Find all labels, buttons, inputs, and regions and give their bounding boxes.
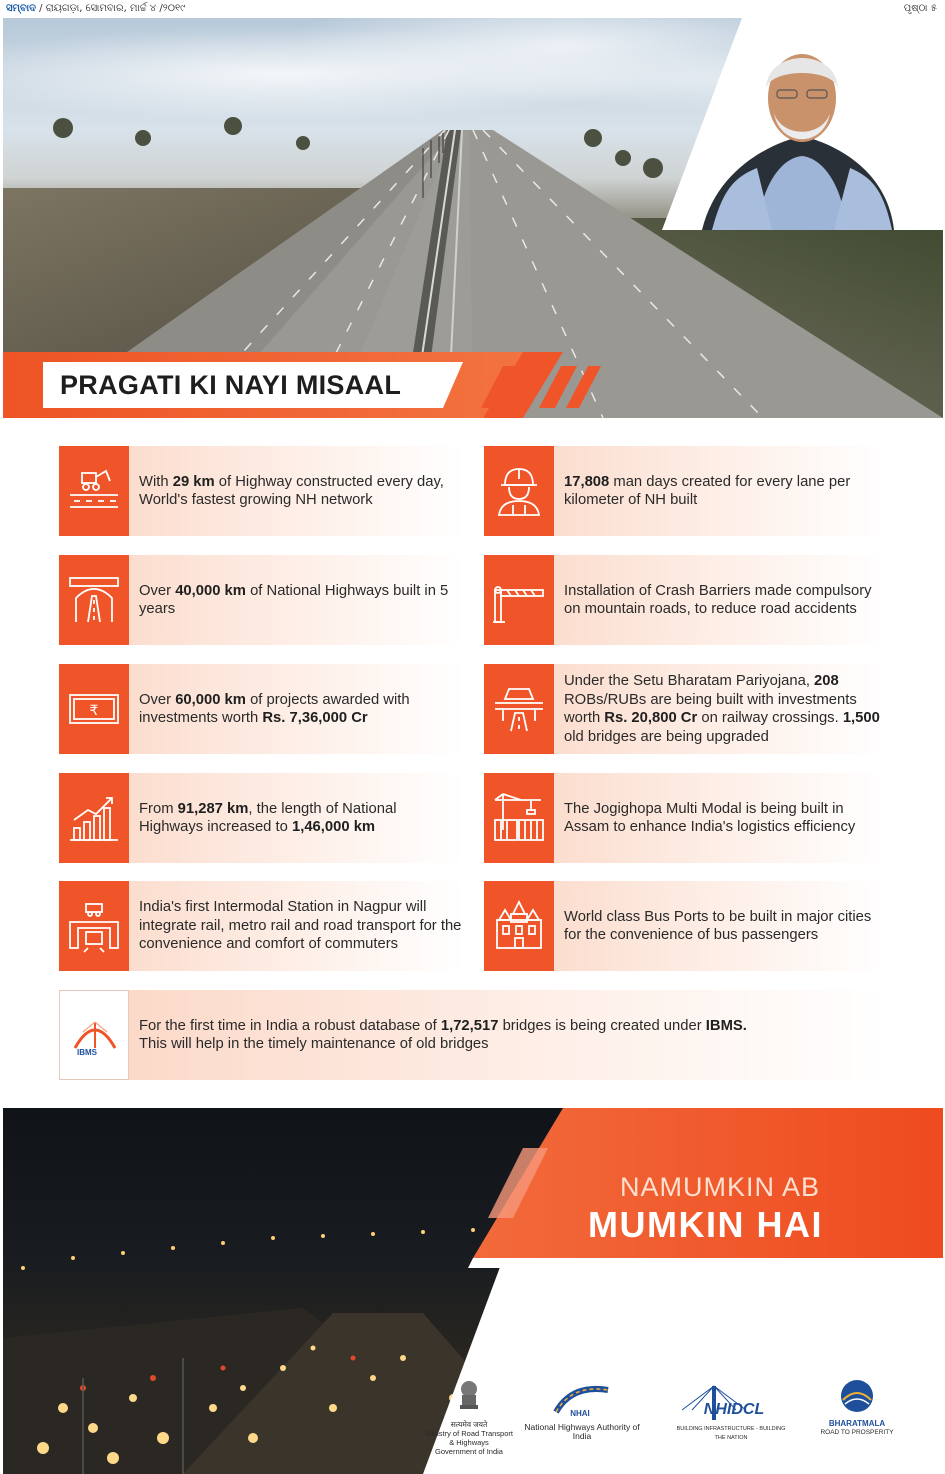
- morth-name: Ministry of Road Transport & Highways: [425, 1429, 513, 1447]
- bus-port-icon: [484, 881, 554, 971]
- nhai-badge-text: NHAI: [570, 1409, 590, 1418]
- tagline-line-2: MUMKIN HAI: [588, 1204, 823, 1245]
- fact-text: India's first Intermodal Station in Nagpur will integrate rail, metro rail and road transport for the convenience and comfort of commuters: [139, 899, 462, 953]
- fact-card-ibms: [59, 990, 886, 1080]
- fact-card-nh-length-growth: [59, 773, 464, 863]
- fact-card-crash-barriers: [484, 555, 886, 645]
- svg-text:₹: ₹: [89, 703, 99, 719]
- fact-text: World class Bus Ports to be built in major cities for the convenience of bus passengers: [564, 908, 872, 943]
- page-number: ପୃଷ୍ଠା ୫: [903, 3, 937, 14]
- newspaper-header: [0, 0, 945, 18]
- growth-chart-icon: [59, 773, 129, 863]
- highway-construction-icon: [59, 446, 129, 536]
- nhidcl-tagline: BUILDING INFRASTRUCTURE - BUILDING THE NATION: [676, 1426, 786, 1441]
- port-crane-icon: [484, 773, 554, 863]
- fact-text: With 29 km of Highway constructed every day, World's fastest growing NH network: [139, 473, 444, 508]
- nhai-emblem-icon: [552, 1382, 612, 1418]
- fact-text: Installation of Crash Barriers made compulsory on mountain roads, to reduce road accidents: [564, 582, 872, 617]
- morth-logo: [424, 1375, 514, 1456]
- fact-card-intermodal-nagpur: [59, 881, 464, 971]
- bharatmala-name: BHARATMALA: [828, 1419, 886, 1428]
- fact-text: The Jogighopa Multi Modal is being built in Assam to enhance India's logistics efficiency: [564, 800, 856, 835]
- fact-text: 17,808 man days created for every lane per kilometer of NH built: [564, 473, 851, 508]
- intermodal-station-icon: [59, 881, 129, 971]
- fact-text: For the first time in India a robust database of 1,72,517 bridges is being created under IBMS. This will help in the timely maintenance of old bridges: [139, 1017, 747, 1052]
- ibms-logo-text: IBMS: [77, 1048, 97, 1057]
- nhidcl-logo: [672, 1380, 790, 1443]
- worker-helmet-icon: [484, 446, 554, 536]
- bharatmala-tagline: ROAD TO PROSPERITY: [820, 1429, 894, 1436]
- fact-card-highway-per-day: [59, 446, 464, 536]
- dateline: / ରାୟଗଡ଼ା, ସୋମବାର, ମାର୍ଚ୍ଚ ୪ /୨୦୧୯: [39, 3, 186, 14]
- page-title: PRAGATI KI NAYI MISAAL: [60, 370, 402, 400]
- fact-card-40000km: [59, 555, 464, 645]
- crash-barrier-icon: [484, 555, 554, 645]
- fact-card-60000km-projects: [59, 664, 464, 754]
- highway-tunnel-icon: [59, 555, 129, 645]
- nhai-name: National Highways Authority of India: [524, 1422, 640, 1441]
- tagline-line-1: NAMUMKIN AB: [620, 1172, 821, 1202]
- fact-text: From 91,287 km, the length of National Highways increased to 1,46,000 km: [139, 800, 397, 835]
- ibms-logo: [59, 990, 129, 1080]
- overbridge-icon: [484, 664, 554, 754]
- rupee-note-icon: [59, 664, 129, 754]
- fact-card-setu-bharatam: [484, 664, 886, 754]
- fact-card-man-days: [484, 446, 886, 536]
- morth-motto: सत्यमेव जयते: [450, 1420, 488, 1429]
- nhai-logo: [522, 1382, 642, 1441]
- nhidcl-wordmark: NHIDCL: [703, 1401, 765, 1418]
- bharatmala-logo: [812, 1378, 902, 1437]
- fact-text: Under the Setu Bharatam Pariyojana, 208 ROBs/RUBs are being built with investments worth Rs. 20,800 Cr on railway crossings. 1,500 old bridges are being upgraded: [564, 673, 880, 745]
- masthead: ସମ୍ବାଦ: [6, 3, 36, 14]
- fact-text: Over 60,000 km of projects awarded with investments worth Rs. 7,36,000 Cr: [139, 691, 410, 726]
- nhidcl-emblem-icon: [672, 1380, 790, 1420]
- fact-card-bus-ports: [484, 881, 886, 971]
- morth-govt: Government of India: [435, 1447, 503, 1456]
- dateline-group: [6, 3, 185, 14]
- ashoka-emblem-icon: [452, 1375, 486, 1415]
- fact-text: Over 40,000 km of National Highways built in 5 years: [139, 582, 449, 617]
- bharatmala-emblem-icon: [837, 1378, 877, 1414]
- leader-portrait: [662, 18, 943, 230]
- fact-card-jogighopa: [484, 773, 886, 863]
